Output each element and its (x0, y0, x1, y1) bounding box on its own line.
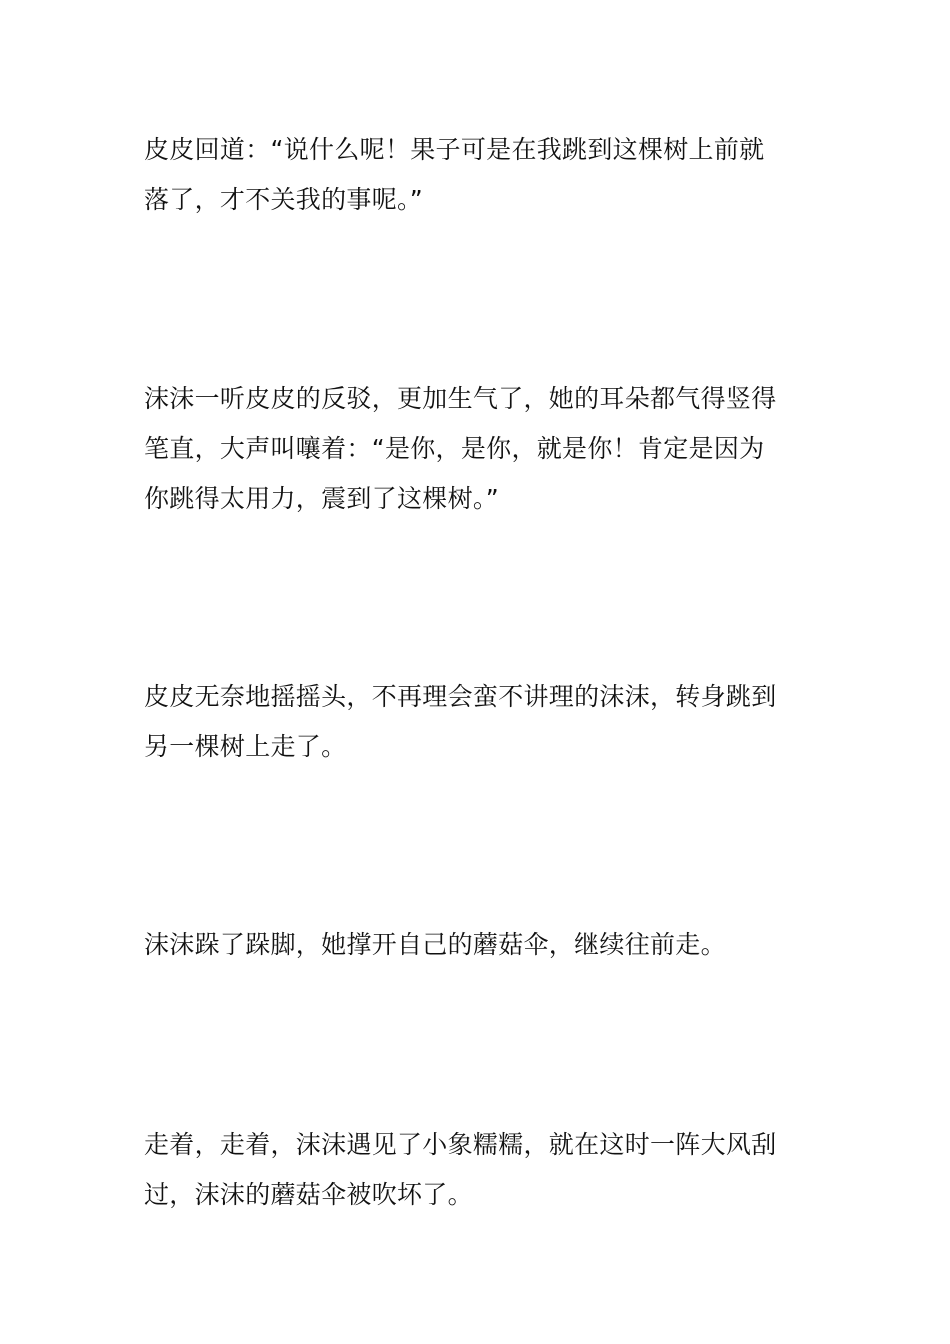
paragraph-line: 你跳得太用力，震到了这棵树。” (144, 484, 499, 513)
paragraph-line: 皮皮无奈地摇摇头，不再理会蛮不讲理的沫沫，转身跳到 (144, 682, 777, 711)
paragraph-line: 另一棵树上走了。 (144, 732, 347, 761)
paragraph-line: 沫沫一听皮皮的反驳，更加生气了，她的耳朵都气得竖得 (144, 384, 777, 413)
paragraph-line: 过，沫沫的蘑菇伞被吹坏了。 (144, 1180, 473, 1209)
paragraph-line: 落了，才不关我的事呢。” (144, 185, 424, 214)
paragraph-line: 皮皮回道：“说什么呢！果子可是在我跳到这棵树上前就 (144, 135, 765, 164)
paragraph-1 (144, 125, 814, 225)
paragraph-line: 沫沫跺了跺脚，她撑开自己的蘑菇伞，继续往前走。 (144, 930, 726, 959)
paragraph-5 (144, 1120, 814, 1220)
paragraph-3 (144, 672, 814, 772)
paragraph-4 (144, 920, 814, 970)
paragraph-line: 笔直，大声叫嚷着：“是你，是你，就是你！肯定是因为 (144, 434, 765, 463)
paragraph-2 (144, 374, 814, 524)
paragraph-line: 走着，走着，沫沫遇见了小象糯糯，就在这时一阵大风刮 (144, 1130, 777, 1159)
